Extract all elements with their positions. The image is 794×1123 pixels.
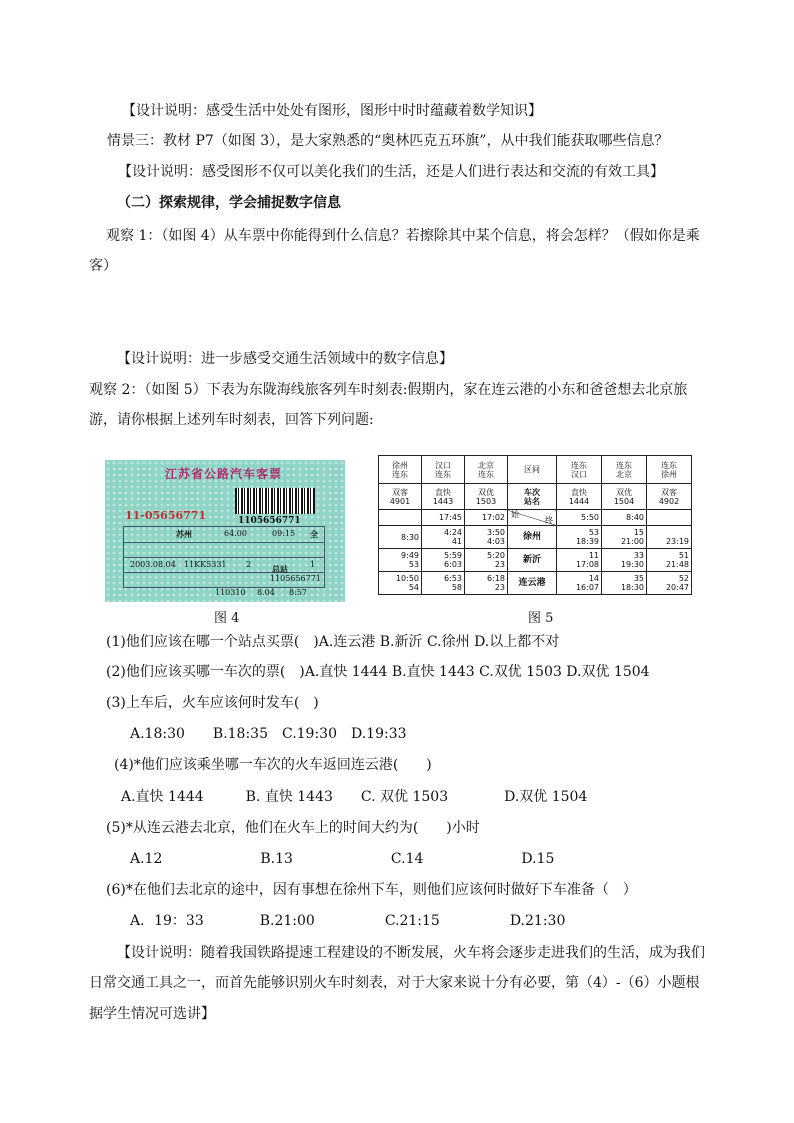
question-4-options: A.直快 1444 B. 直快 1443 C. 双优 1503 D.双优 1504 [121,789,588,805]
question-6-options: A．19：33 B.21:00 C.21:15 D.21:30 [130,913,566,929]
tt-cell: 8:40 [602,510,647,526]
train-timetable [378,455,692,595]
design-note-4-end: 据学生情况可选讲】 [89,1006,215,1022]
ticket-bus: 11KK5331 [184,560,227,569]
tt-cell: 17:02 [465,510,508,526]
tt-head-cell: 连东 汉口 [557,456,602,484]
tt-type-cell: 双客 4902 [647,484,692,510]
ticket-count: 1 [310,560,316,569]
question-1: (1)他们应该在哪一个站点买票( )A.连云港 B.新沂 C.徐州 D.以上都不对 [106,634,560,650]
tt-cell: 52 20:47 [647,572,692,595]
tt-type-cell: 双优 1504 [602,484,647,510]
observation-2: 观察 2：（如图 5）下表为东陇海线旅客列车时刻表:假期内，家在连云港的小东和爸爸想去北京旅 [89,382,688,398]
question-3-options: A.18:30 B.18:35 C.19:30 D.19:33 [130,726,407,742]
tt-type-cell: 双客 4901 [379,484,422,510]
tt-station-cell: 连云港 [508,572,557,595]
observation-1-cont: 客） [89,258,117,274]
tt-cell: 9:49 53 [379,549,422,572]
tt-head-cell: 汉口 连东 [422,456,465,484]
tt-cell: 23:19 [647,526,692,549]
tt-cell: 10:50 54 [379,572,422,595]
ticket-code: 110310 [215,588,246,597]
tt-cell [379,510,422,526]
question-5: (5)*从连云港去北京，他们在火车上的时间大约为( )小时 [106,820,480,836]
tt-cell: 8:30 [379,526,422,549]
tt-head-cell: 区间 [508,456,557,484]
tt-cell [647,510,692,526]
tt-corner-end: 终 [545,516,553,525]
tt-cell: 14 16:07 [557,572,602,595]
tt-head-cell: 连东 徐州 [647,456,692,484]
question-3: (3)上车后，火车应该何时发车( ) [106,695,319,711]
ticket-price: 64.00 [224,529,247,538]
tt-head-cell: 连东 北京 [602,456,647,484]
ticket-seat: 全 [310,529,318,539]
design-note-2: 【设计说明：感受图形不仅可以美化我们的生活，还是人们进行表达和交流的有效工具】 [118,164,664,180]
question-2: (2)他们应该买哪一车次的票( )A.直快 1444 B.直快 1443 C.双优 1503 D.双优 1504 [106,664,650,680]
tt-cell: 17:45 [422,510,465,526]
tt-cell: 51 21:48 [647,549,692,572]
ticket-serial: 11-05656771 [125,509,207,522]
tt-cell: 6:53 58 [422,572,465,595]
tt-head-cell: 徐州 连东 [379,456,422,484]
tt-type-cell: 双优 1503 [465,484,508,510]
tt-type-cell: 直快 1443 [422,484,465,510]
tt-cell: 5:20 23 [465,549,508,572]
figure-4-caption: 图 4 [214,611,240,626]
ticket-date: 2003.08.04 [130,560,176,569]
bus-ticket-image [105,460,345,602]
ticket-from: 苏州 [176,529,192,539]
design-note-3: 【设计说明：进一步感受交通生活领域中的数字信息】 [117,351,453,367]
ticket-time-2: 8:57 [289,588,307,597]
tt-cell: 33 19:30 [602,549,647,572]
ticket-number-2: 1105656771 [270,574,321,583]
tt-station-cell: 新沂 [508,549,557,572]
tt-station-cell: 徐州 [508,526,557,549]
ticket-title: 江苏省公路汽车客票 [165,467,283,481]
tt-cell: 4:24 41 [422,526,465,549]
tt-cell: 5:50 [557,510,602,526]
tt-cell: 3:50 4:03 [465,526,508,549]
tt-corner-cell [508,510,557,526]
ticket-barcode [235,488,315,514]
tt-cell: 5:59 6:03 [422,549,465,572]
design-note-1: 【设计说明：感受生活中处处有图形，图形中时时蕴藏着数学知识】 [122,103,542,119]
ticket-station: 总站 [272,564,288,574]
observation-2-cont: 游，请你根据上述列车时刻表，回答下列问题: [89,412,374,428]
question-6: (6)*在他们去北京的途中，因有事想在徐州下车，则他们应该何时做好下车准备（ ） [106,882,637,898]
design-note-4: 【设计说明：随着我国铁路提速工程建设的不断发展，火车将会逐步走进我们的生活，成为我们 [117,945,705,961]
ticket-time: 09:15 [272,529,296,538]
tt-corner-start: 始 [511,510,519,519]
tt-cell: 53 18:39 [557,526,602,549]
ticket-date-2: 8.04 [257,588,275,597]
ticket-gate: 2 [246,560,252,569]
figure-5-caption: 图 5 [528,611,554,626]
tt-cell: 15 21:00 [602,526,647,549]
ticket-grid [123,526,325,588]
tt-cell: 35 18:30 [602,572,647,595]
question-5-options: A.12 B.13 C.14 D.15 [130,851,555,867]
tt-cell: 6:18 23 [465,572,508,595]
ticket-number: 1105656771 [238,516,301,526]
question-4: (4)*他们应该乘坐哪一车次的火车返回连云港( ) [114,757,432,773]
observation-1: 观察 1：（如图 4）从车票中你能得到什么信息？若擦除其中某个信息，将会怎样？（假如你是乘 [106,228,700,244]
scenario-three: 情景三：教材 P7（如图 3），是大家熟悉的“奥林匹克五环旗”，从中我们能获取哪些信息？ [107,133,669,149]
section-heading: （二）探索规律，学会捕捉数字信息 [117,195,341,211]
tt-head-cell: 北京 连东 [465,456,508,484]
tt-type-cell: 直快 1444 [557,484,602,510]
design-note-4-cont: 日常交通工具之一，而首先能够识别火车时刻表，对于大家来说十分有必要，第（4）-（6）小题根 [89,975,700,991]
tt-cell: 11 17:08 [557,549,602,572]
tt-type-cell: 车次 站名 [508,484,557,510]
